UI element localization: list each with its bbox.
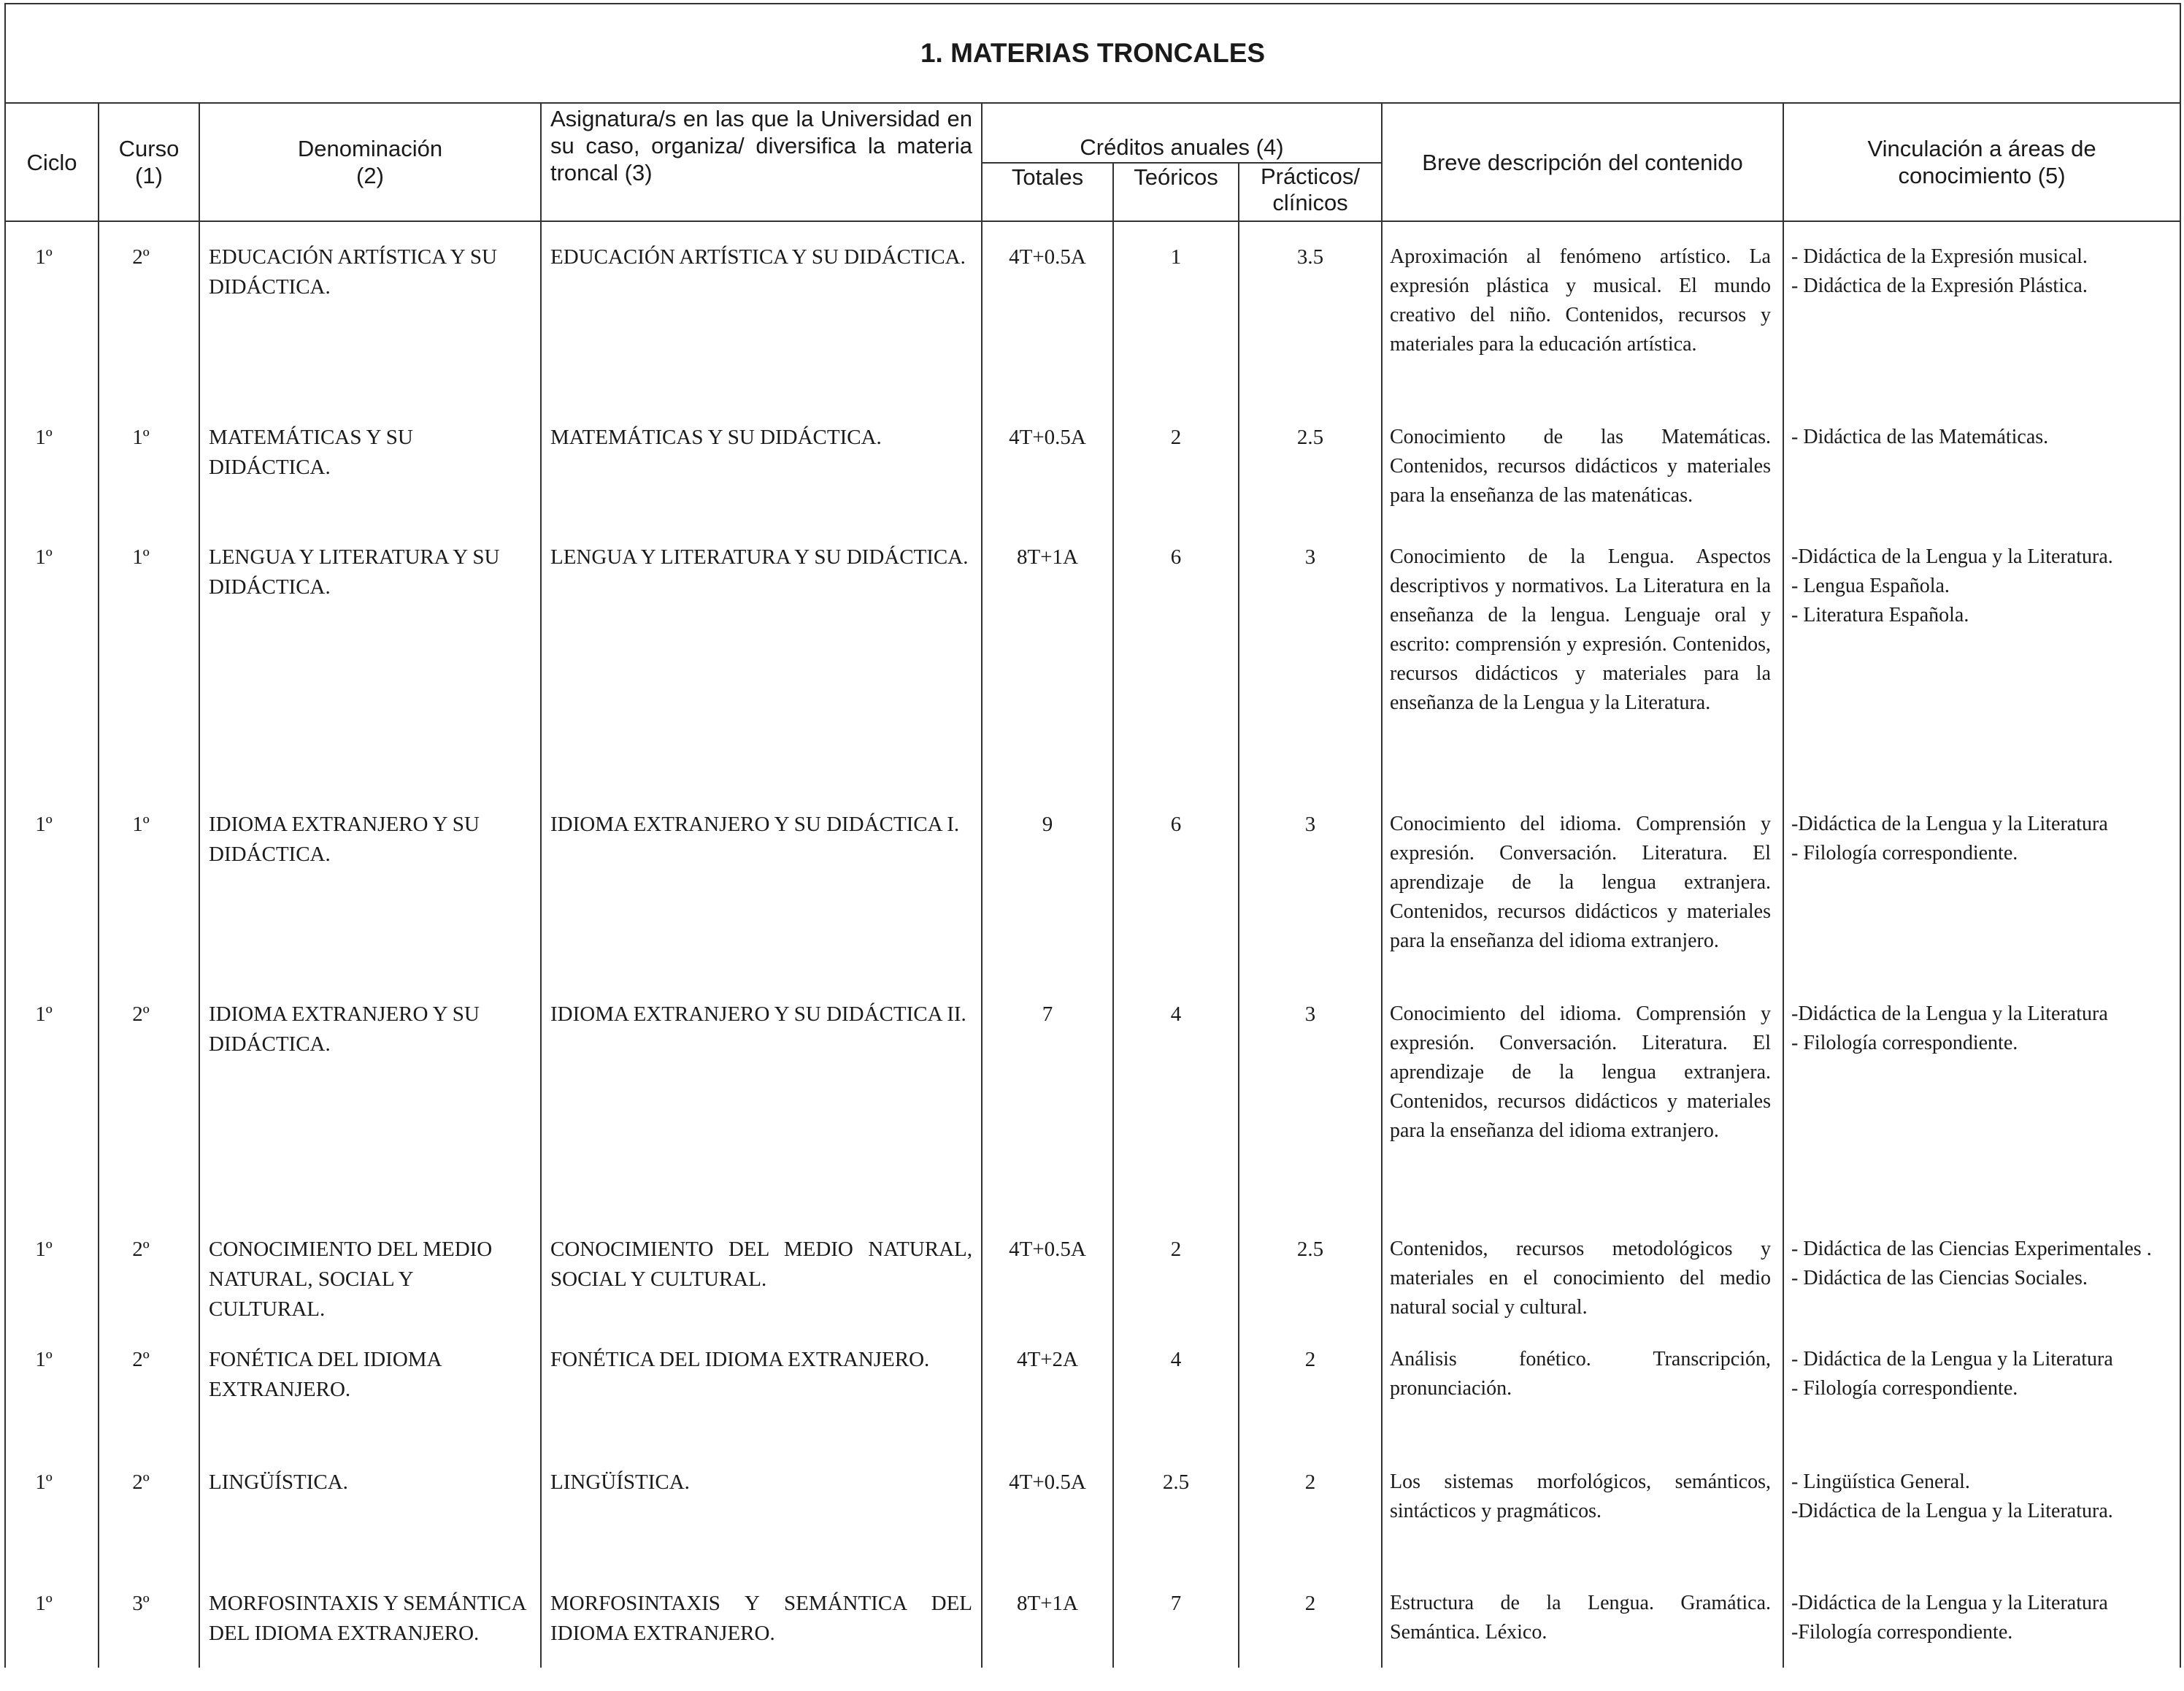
cell-descripcion: Los sistemas morfológicos, semánticos, sintácticos y pragmáticos. [1382,1447,1783,1568]
cell-totales: 8T+1A [982,1568,1113,1668]
document-page [4,3,2180,1688]
cell-descripcion: Análisis fonético. Transcripción, pronunciación. [1382,1324,1783,1447]
cell-teoricos: 2.5 [1113,1447,1239,1568]
table-row [5,979,2180,1214]
cell-asignatura: IDIOMA EXTRANJERO Y SU DIDÁCTICA I. [541,789,982,979]
cell-vinculacion [1783,1568,2180,1668]
cell-totales: 7 [982,979,1113,1214]
header-denominacion-note: (2) [356,163,384,188]
table-row [5,1568,2180,1668]
cell-ciclo: 1º [5,789,99,979]
cell-asignatura: CONOCIMIENTO DEL MEDIO NATURAL, SOCIAL Y CULTURAL. [541,1214,982,1324]
cell-practicos: 2 [1239,1568,1382,1668]
cell-totales: 8T+1A [982,522,1113,789]
cell-denominacion: MATEMÁTICAS Y SU DIDÁCTICA. [199,402,541,522]
vinculacion-item: - Didáctica de la Expresión Plástica. [1791,275,2088,297]
header-totales: Totales [982,163,1113,221]
cell-asignatura: FONÉTICA DEL IDIOMA EXTRANJERO. [541,1324,982,1447]
cell-totales: 4T+0.5A [982,402,1113,522]
cell-vinculacion [1783,979,2180,1214]
vinculacion-item: -Didáctica de la Lengua y la Literatura [1791,1002,2108,1025]
header-creditos: Créditos anuales (4) [982,103,1382,163]
cell-vinculacion [1783,1324,2180,1447]
cell-ciclo: 1º [5,402,99,522]
cell-descripcion: Aproximación al fenómeno artístico. La expresión plástica y musical. El mundo creativo del niño. Contenidos, recursos y materiales para la educación artística. [1382,221,1783,402]
cell-asignatura: EDUCACIÓN ARTÍSTICA Y SU DIDÁCTICA. [541,221,982,402]
cell-curso: 1º [99,789,199,979]
vinculacion-item: - Literatura Española. [1791,604,1969,626]
cell-teoricos: 4 [1113,979,1239,1214]
cell-vinculacion [1783,1447,2180,1568]
cell-curso: 2º [99,1447,199,1568]
vinculacion-item: -Didáctica de la Lengua y la Literatura. [1791,1500,2113,1522]
header-asignatura: Asignatura/s en las que la Universidad en su caso, organiza/ diversifica la materia troncal (3) [541,103,982,221]
cell-ciclo: 1º [5,979,99,1214]
cell-curso: 1º [99,522,199,789]
cell-vinculacion [1783,1214,2180,1324]
table-title: 1. MATERIAS TRONCALES [5,4,2180,103]
cell-curso: 2º [99,979,199,1214]
header-curso-label: Curso [118,136,180,161]
header-teoricos: Teóricos [1113,163,1239,221]
cell-descripcion: Conocimiento del idioma. Comprensión y expresión. Conversación. Literatura. El aprendizaje de la lengua extranjera. Contenidos, recursos didácticos y materiales para la enseñanza del idioma extranjero. [1382,979,1783,1214]
table-row [5,221,2180,402]
header-ciclo: Ciclo [5,103,99,221]
vinculacion-item: - Didáctica de la Lengua y la Literatura [1791,1348,2113,1370]
vinculacion-item: - Lingüística General. [1791,1470,1970,1493]
table-row [5,1214,2180,1324]
cell-denominacion: IDIOMA EXTRANJERO Y SU DIDÁCTICA. [199,979,541,1214]
cell-teoricos: 7 [1113,1568,1239,1668]
cell-teoricos: 2 [1113,402,1239,522]
table-row [5,1447,2180,1568]
cell-curso: 1º [99,402,199,522]
cell-teoricos: 6 [1113,789,1239,979]
cell-totales: 4T+0.5A [982,1447,1113,1568]
cell-ciclo: 1º [5,221,99,402]
cell-practicos: 2.5 [1239,1214,1382,1324]
cell-denominacion: EDUCACIÓN ARTÍSTICA Y SU DIDÁCTICA. [199,221,541,402]
cell-asignatura: LENGUA Y LITERATURA Y SU DIDÁCTICA. [541,522,982,789]
header-descripcion: Breve descripción del contenido [1382,103,1783,221]
cell-ciclo: 1º [5,1568,99,1668]
cell-practicos: 3 [1239,789,1382,979]
table-row [5,402,2180,522]
vinculacion-item: - Didáctica de las Ciencias Sociales. [1791,1267,2088,1289]
cell-denominacion: LENGUA Y LITERATURA Y SU DIDÁCTICA. [199,522,541,789]
cell-ciclo: 1º [5,1324,99,1447]
cell-vinculacion [1783,221,2180,402]
cell-curso: 2º [99,221,199,402]
header-curso-note: (1) [135,163,163,188]
cell-denominacion: CONOCIMIENTO DEL MEDIO NATURAL, SOCIAL Y CULTURAL. [199,1214,541,1324]
cell-teoricos: 1 [1113,221,1239,402]
header-curso [99,103,199,221]
vinculacion-item: - Didáctica de la Expresión musical. [1791,245,2088,268]
cell-totales: 9 [982,789,1113,979]
cell-practicos: 2 [1239,1447,1382,1568]
vinculacion-item: - Didáctica de las Ciencias Experimentales . [1791,1238,2152,1260]
cell-practicos: 2.5 [1239,402,1382,522]
cell-curso: 3º [99,1568,199,1668]
cell-ciclo: 1º [5,1447,99,1568]
cell-ciclo: 1º [5,1214,99,1324]
cell-denominacion: FONÉTICA DEL IDIOMA EXTRANJERO. [199,1324,541,1447]
cell-asignatura: MATEMÁTICAS Y SU DIDÁCTICA. [541,402,982,522]
cell-denominacion: LINGÜÍSTICA. [199,1447,541,1568]
cell-totales: 4T+0.5A [982,221,1113,402]
troncales-table [4,3,2181,1668]
cell-practicos: 2 [1239,1324,1382,1447]
table-row [5,1324,2180,1447]
cell-practicos: 3.5 [1239,221,1382,402]
vinculacion-item: -Didáctica de la Lengua y la Literatura. [1791,545,2113,568]
header-denominacion [199,103,541,221]
vinculacion-item: - Filología correspondiente. [1791,842,2018,864]
cell-curso: 2º [99,1214,199,1324]
cell-teoricos: 2 [1113,1214,1239,1324]
cell-descripcion: Conocimiento de las Matemáticas. Contenidos, recursos didácticos y materiales para la enseñanza de las matenáticas. [1382,402,1783,522]
cell-denominacion: MORFOSINTAXIS Y SEMÁNTICA DEL IDIOMA EXTRANJERO. [199,1568,541,1668]
cell-curso: 2º [99,1324,199,1447]
cell-asignatura: MORFOSINTAXIS Y SEMÁNTICA DEL IDIOMA EXTRANJERO. [541,1568,982,1668]
vinculacion-item: - Filología correspondiente. [1791,1032,2018,1054]
cell-vinculacion [1783,522,2180,789]
cell-totales: 4T+0.5A [982,1214,1113,1324]
vinculacion-item: -Didáctica de la Lengua y la Literatura [1791,813,2108,835]
table-body [5,221,2180,1668]
cell-descripcion: Conocimiento del idioma. Comprensión y expresión. Conversación. Literatura. El aprendizaje de la lengua extranjera. Contenidos, recursos didácticos y materiales para la enseñanza del idioma extranjero. [1382,789,1783,979]
cell-vinculacion [1783,789,2180,979]
cell-ciclo: 1º [5,522,99,789]
header-vinculacion: Vinculación a áreas de conocimiento (5) [1783,103,2180,221]
vinculacion-item: - Filología correspondiente. [1791,1377,2018,1400]
vinculacion-item: -Didáctica de la Lengua y la Literatura [1791,1592,2108,1614]
table-row [5,522,2180,789]
header-practicos: Prácticos/ clínicos [1239,163,1382,221]
cell-teoricos: 4 [1113,1324,1239,1447]
cell-totales: 4T+2A [982,1324,1113,1447]
cell-asignatura: IDIOMA EXTRANJERO Y SU DIDÁCTICA II. [541,979,982,1214]
cell-descripcion: Contenidos, recursos metodológicos y materiales en el conocimiento del medio natural social y cultural. [1382,1214,1783,1324]
vinculacion-item: - Lengua Española. [1791,575,1950,597]
vinculacion-item: -Filología correspondiente. [1791,1621,2013,1644]
cell-denominacion: IDIOMA EXTRANJERO Y SU DIDÁCTICA. [199,789,541,979]
cell-teoricos: 6 [1113,522,1239,789]
cell-practicos: 3 [1239,522,1382,789]
header-denominacion-label: Denominación [297,136,443,161]
vinculacion-item: - Didáctica de las Matemáticas. [1791,426,2049,448]
cell-vinculacion [1783,402,2180,522]
cell-descripcion: Conocimiento de la Lengua. Aspectos descriptivos y normativos. La Literatura en la enseñanza de la lengua. Lenguaje oral y escrito: comprensión y expresión. Contenidos, recursos didácticos y materiales para la enseñanza de la Lengua y la Literatura. [1382,522,1783,789]
cell-descripcion: Estructura de la Lengua. Gramática. Semántica. Léxico. [1382,1568,1783,1668]
cell-practicos: 3 [1239,979,1382,1214]
table-row [5,789,2180,979]
cell-asignatura: LINGÜÍSTICA. [541,1447,982,1568]
